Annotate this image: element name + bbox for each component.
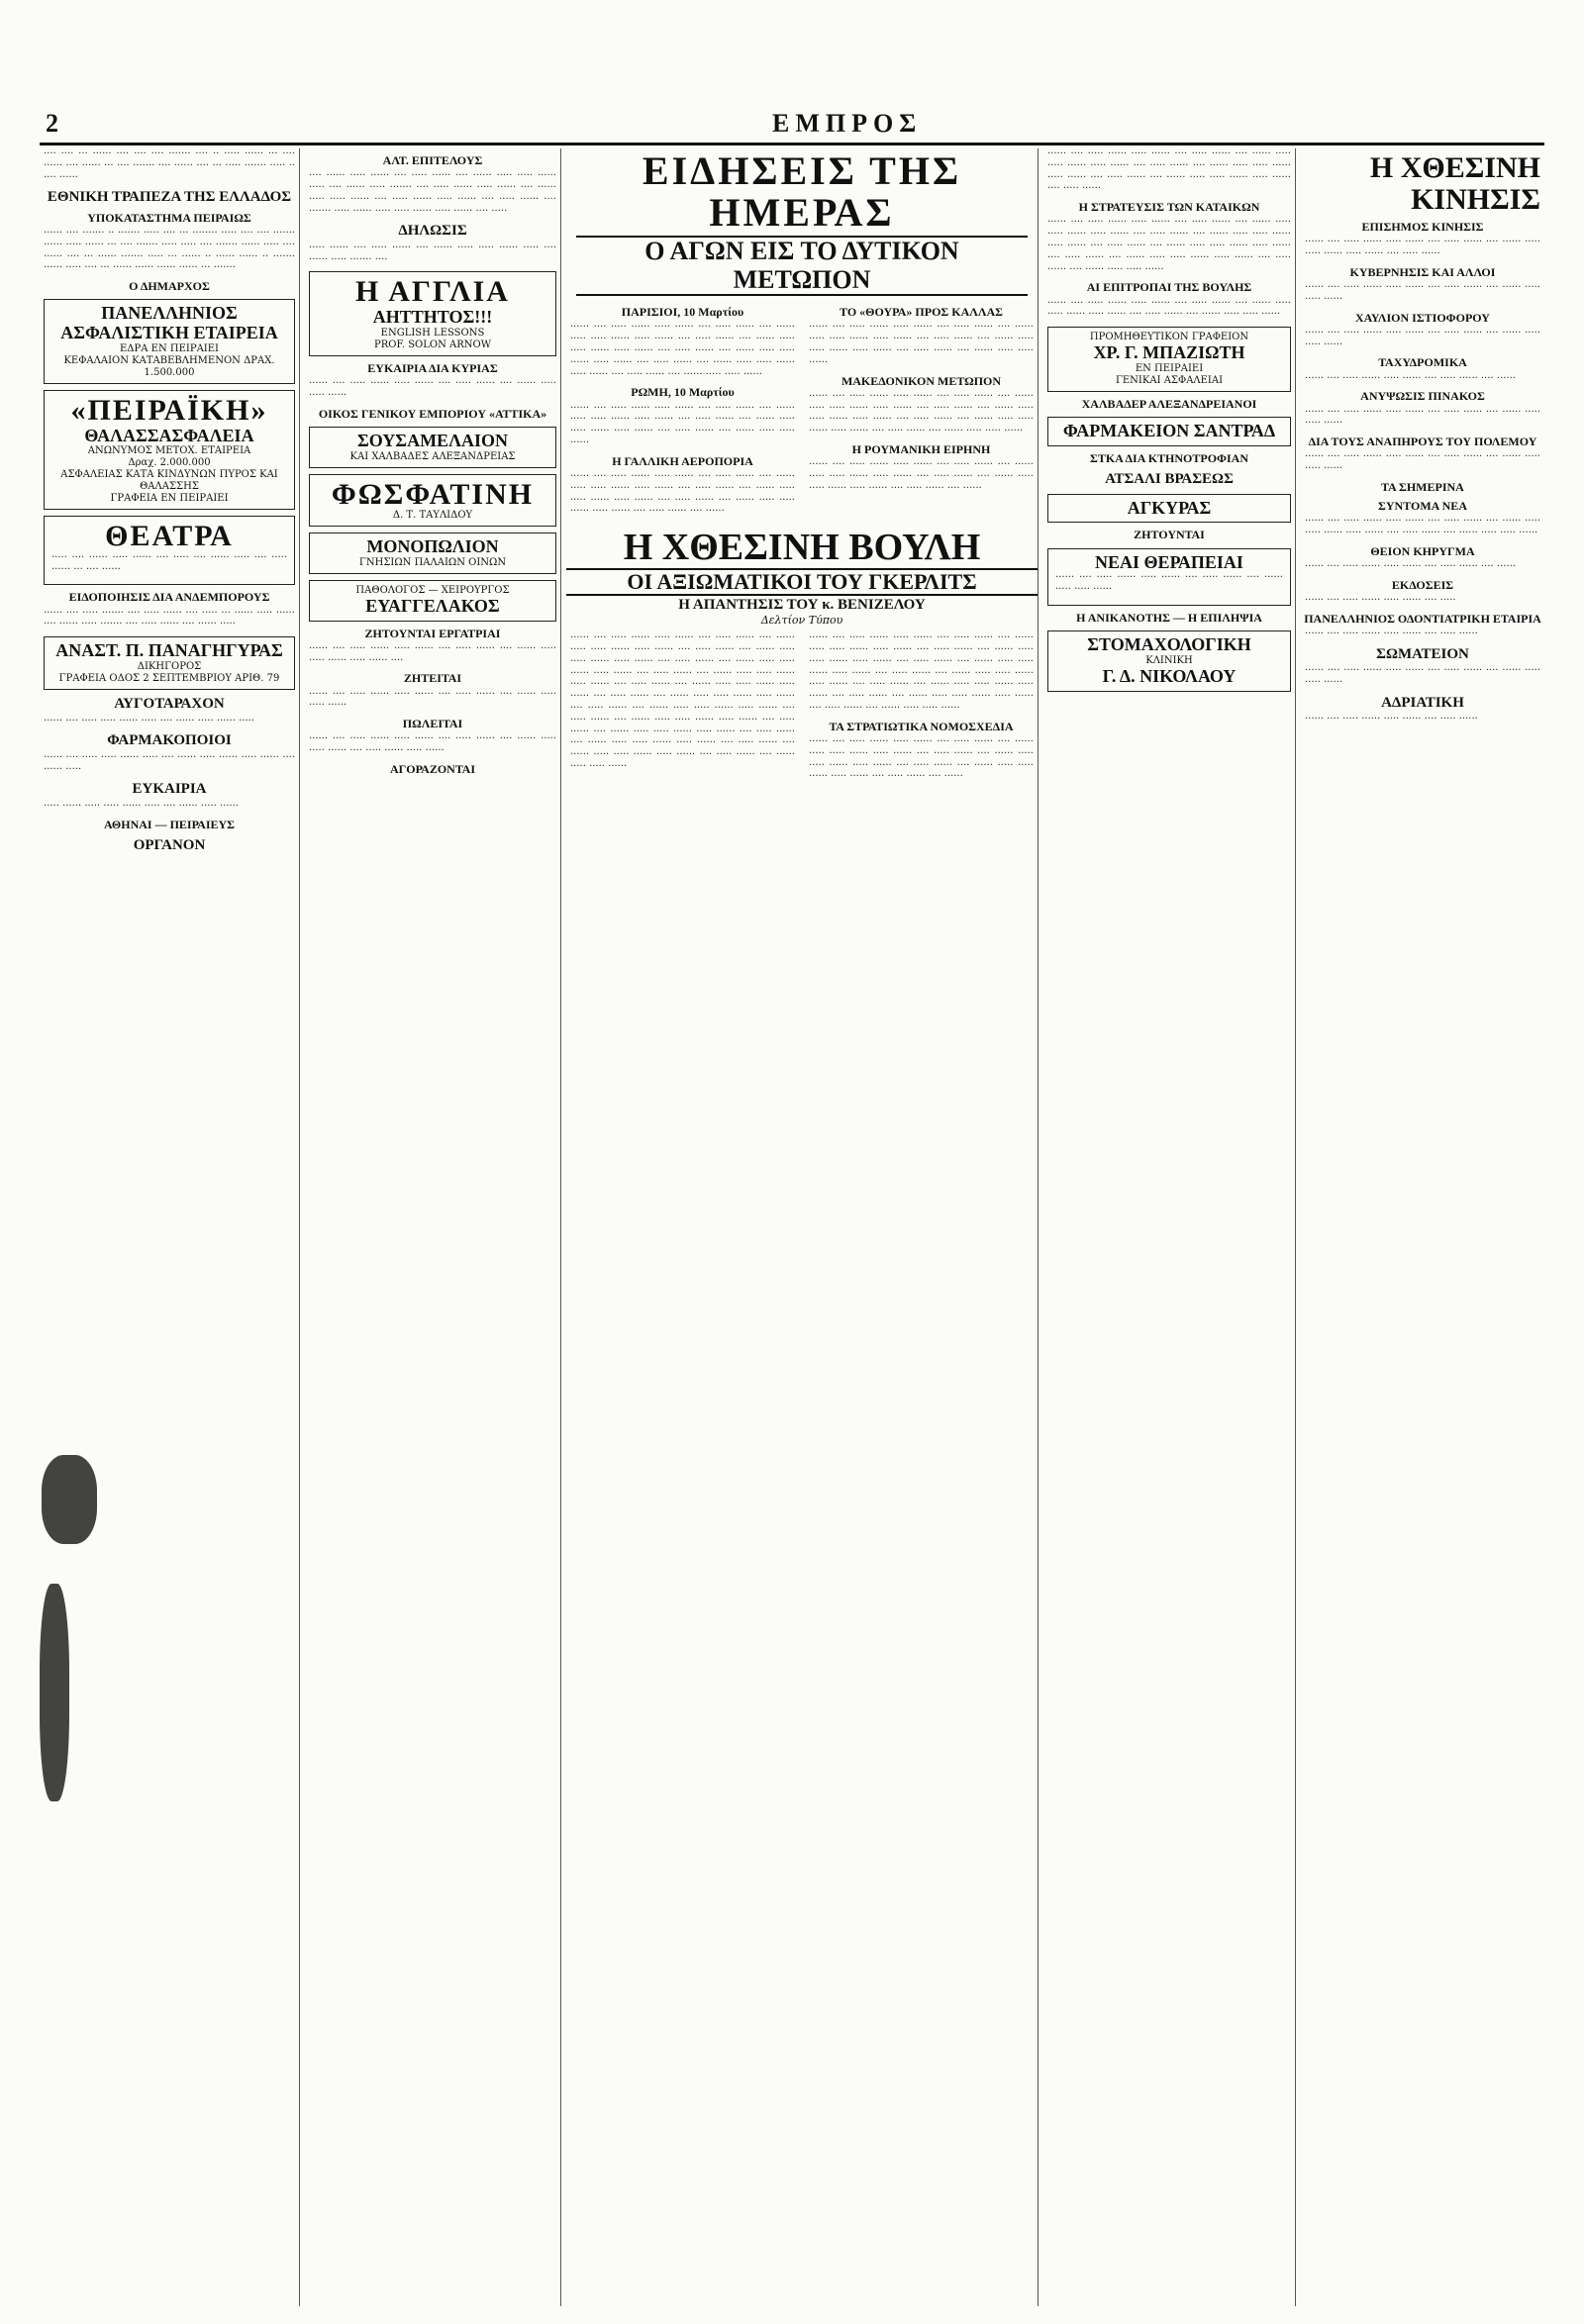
ad-line: ΓΝΗΣΙΩΝ ΠΑΛΑΙΩΝ ΟΙΝΩΝ <box>358 556 507 568</box>
headline: ΧΑΛΒΑΔΕΡ ΑΛΕΞΑΝΔΡΕΙΑΝΟΙ <box>1081 396 1257 411</box>
advertisement <box>309 533 556 574</box>
ad-title: ΜΟΝΟΠΩΛΙΟΝ <box>366 536 499 557</box>
main-headline: Η ΧΘΕΣΙΝΗ ΒΟΥΛΗ <box>623 527 981 569</box>
ad-title: «ΠΕΙΡΑΪΚΗ» <box>70 394 268 428</box>
article-text: ····· ······ ····· ····· ······ ····· ···· ······ ····· ······ <box>44 800 240 812</box>
headline: ΣΥΝΤΟΜΑ ΝΕΑ <box>1378 499 1467 514</box>
ad-title: ΝΕΑΙ ΘΕΡΑΠΕΙΑΙ <box>1095 551 1243 572</box>
ink-stain <box>42 1455 97 1544</box>
headline: ΕΙΔΟΠΟΙΗΣΙΣ ΔΙΑ ΑΝΔΕΜΠΟΡΟΥΣ <box>68 590 270 605</box>
headline: ΖΗΤΕΙΤΑΙ <box>403 671 462 686</box>
dateline: ΠΑΡΙΣΙΟΙ, 10 Μαρτίου <box>621 305 744 320</box>
article-text: ······ ···· ····· ····· ······ ····· ···· ······ ····· ······ ····· <box>44 715 254 726</box>
ad-line: ΠΑΘΟΛΟΓΟΣ — ΧΕΙΡΟΥΡΓΟΣ <box>355 584 510 596</box>
article-text: ······ ···· ····· ······ ····· ······ ···· ····· ······ ···· ······ ····· ····· ······ ····· ······ ···· ····· ······ ···· ······ ····· ····· ······ ····· ······ ···· ····· ······ ···· ······ ····· ····· ······ ····· ······ ···· ····· ······ ···· ······ ····· ····· ······ ····· ······ ···· ····· ······ ···· ······ ····· ····· ······ <box>570 322 795 380</box>
main-subheadline: ΟΙ ΑΞΙΩΜΑΤΙΚΟΙ ΤΟΥ ΓΚΕΡΛΙΤΣ <box>566 568 1038 596</box>
headline: ΣΩΜΑΤΕΙΟΝ <box>1376 645 1469 662</box>
headline: ΖΗΤΟΥΝΤΑΙ ΕΡΓΑΤΡΙΑΙ <box>364 626 501 640</box>
article-text: ······ ···· ····· ······ ····· ······ ···· ····· ······ ···· ······ ····· ····· ······ ····· ······ ···· ····· ······ ···· ······ ····· ····· ······ ····· ······ ···· ····· ······ ···· ······ <box>809 459 1034 494</box>
headline: ΠΩΛΕΙΤΑΙ <box>402 717 463 731</box>
article-text: ······ ···· ····· ······ ····· ······ ···· ····· ······ ···· ······ ····· ····· ······ ····· ······ ···· ····· ······ ···· ······ ····· ····· ······ ····· ······ ···· ····· ······ ···· ······ ····· ····· ······ ····· ······ ···· ····· ······ ···· ······ ····· ····· ······ ····· ······ ···· ····· ······ ···· ······ ····· ····· ······ <box>1047 217 1291 275</box>
headline: ΘΕΙΟΝ ΚΗΡΥΓΜΑ <box>1370 543 1475 558</box>
news-columns <box>566 300 1038 523</box>
article-text: ······ ···· ····· ······ ····· ······ ···· ····· ······ ···· ······ ····· ····· ······ <box>1305 665 1540 689</box>
ad-subtitle: ΘΑΛΑΣΣΑΣΦΑΛΕΙΑ <box>84 425 254 445</box>
column-5 <box>1301 148 1544 2306</box>
headline: ΤΟ «ΘΟΥΡΑ» ΠΡΟΣ ΚΑΛΛΑΣ <box>840 305 1003 320</box>
torn-edge <box>40 2267 238 2324</box>
article-text: ······ ···· ····· ······ ····· ······ ···· ····· ······ ···· ······ ····· ····· ······ ····· ······ ···· ····· ······ ···· ······ ····· ····· ······ ····· ······ ···· ····· ······ ···· ······ ····· ····· ······ ····· ······ ···· ····· ······ ···· ······ <box>570 470 795 518</box>
ad-line: ΔΙΚΗΓΟΡΟΣ <box>137 661 202 673</box>
advertisement <box>1047 327 1291 392</box>
headline: ΟΡΓΑΝΟΝ <box>133 836 206 853</box>
article-text: ······ ···· ····· ······ ····· ······ ···· ····· ······ ···· ······ ····· ····· ······ <box>1305 451 1540 475</box>
article-text: ······ ···· ····· ······ ····· ······ ···· ····· ······ ···· ······ <box>1305 372 1516 384</box>
ad-line: ΠΡΟΜΗΘΕΥΤΙΚΟΝ ΓΡΑΦΕΙΟΝ <box>1089 332 1249 343</box>
dateline: ΡΩΜΗ, 10 Μαρτίου <box>631 385 735 400</box>
article-text: ······ ···· ····· ······ ····· ······ ···· ····· ······ ···· ······ ····· ····· ······ <box>1305 281 1540 305</box>
ad-line: ΓΡΑΦΕΙΑ ΟΔΟΣ 2 ΣΕΠΤΕΜΒΡΙΟΥ ΑΡΙΘ. 79 <box>58 673 280 685</box>
headline: ΑΛΤ. ΕΠΙΤΕΛΟΥΣ <box>382 153 483 167</box>
headline: ΑΝΥΨΩΣΙΣ ΠΙΝΑΚΟΣ <box>1360 389 1485 404</box>
headline: ΠΑΝΕΛΛΗΝΙΟΣ ΟΔΟΝΤΙΑΤΡΙΚΗ ΕΤΑΙΡΙΑ <box>1304 611 1541 626</box>
article-text: ······ ···· ····· ······ ····· ······ ···· ····· ······ ···· ······ ····· ····· ······ ····· ······ ···· ····· ······ ···· ······ ····· ····· ······ ····· ······ ···· ····· ······ ···· ······ ····· ····· ······ <box>570 402 795 448</box>
ad-line: ΓΕΝΙΚΑΙ ΑΣΦΑΛΕΙΑΙ <box>1115 374 1224 386</box>
headline: ΚΥΒΕΡΝΗΣΙΣ ΚΑΙ ΑΛΛΟΙ <box>1349 264 1496 279</box>
headline: ΣΤΚΑ ΔΙΑ ΚΤΗΝΟΤΡΟΦΙΑΝ <box>1089 450 1248 465</box>
headline: Η ΑΝΙΚΑΝΟΤΗΣ — Η ΕΠΙΛΗΨΙΑ <box>1076 610 1262 625</box>
banner-subtitle: Ο ΑΓΩΝ ΕΙΣ ΤΟ ΔΥΤΙΚΟΝ ΜΕΤΩΠΟΝ <box>576 236 1028 296</box>
main-deck: Η ΑΠΑΝΤΗΣΙΣ ΤΟΥ κ. ΒΕΝΙΖΕΛΟΥ <box>678 597 926 614</box>
ad-line: ΕΝ ΠΕΙΡΑΙΕΙ <box>1135 362 1204 374</box>
ad-title: ΣΟΥΣΑΜΕΛΑΙΟΝ <box>357 430 508 450</box>
advertisement <box>309 271 556 355</box>
ad-line: ΕΔΡΑ ΕΝ ΠΕΙΡΑΙΕΙ <box>120 343 219 355</box>
ad-title: ΑΝΑΣΤ. Π. ΠΑΝΑΓΗΓΥΡΑΣ <box>55 640 283 661</box>
news-right <box>805 300 1038 523</box>
banner-title: ΕΙΔΗΣΕΙΣ ΤΗΣ ΗΜΕΡΑΣ <box>642 148 962 235</box>
article-text: ······ ···· ····· ······ ····· ······ ···· ····· ······ ···· ······ ····· ····· ······ <box>1055 572 1283 596</box>
newspaper-name: ΕΜΠΡΟΣ <box>772 109 923 138</box>
article-text: ···· ······ ····· ······ ···· ····· ······ ···· ······ ····· ····· ······ ····· ···· ······ ····· ······· ···· ····· ······ ····· ······ ···· ······ ····· ····· ······ ···· ····· ······ ····· ······ ···· ····· ······ ···· ······· ····· ······ ····· ····· ······ ····· ······ ···· ····· <box>309 170 556 217</box>
ad-title: ΑΓΚΥΡΑΣ <box>1127 497 1212 518</box>
headline: ΕΥΚΑΙΡΙΑ ΔΙΑ ΚΥΡΙΑΣ <box>367 360 498 375</box>
article-text: ······ ···· ····· ······ ····· ······ ···· ····· ······ ···· ······ ····· ····· ······ ····· ······ ···· ····· ······ ···· ······ ····· ····· ······ ····· ······ ···· ····· ······ ···· ······ ····· ····· ······ ····· ······ ···· ····· ······ ···· ······ ····· ····· ······ ····· ······ ···· ····· ······ ···· ······ ····· ····· ······ ····· ······ ···· ····· ······ ···· ······ ····· ····· ······ ····· ······ ···· ····· ······ ···· ······ ····· ····· ······ <box>809 632 1034 714</box>
article-text: ······ ···· ····· ······ ····· ······ ···· ····· ······ ···· ······ ····· ····· ······ ····· ······ ···· ····· ······ ···· ······ ····· ····· ······ ····· ······ ···· ····· ······ ···· ······ ····· ····· ······ ····· ······ ···· ····· ······ <box>1047 148 1291 195</box>
article-text: ···· ···· ··· ······ ···· ···· ···· ······· ···· ·· ····· ······ ··· ···· ······ ···· ······ ··· ···· ······· ···· ······ ···· ··· ····· ······· ····· ·· ···· ······ <box>44 148 295 183</box>
headline: ΤΑΧΥΔΡΟΜΙΚΑ <box>1378 355 1467 370</box>
article-text: ······ ···· ····· ······ ····· ······ ···· ····· ······ ···· ······ ····· ····· ······ ····· ······ ···· ····· ······ ···· ······ ····· ····· ······ <box>1305 516 1540 539</box>
advertisement <box>1047 630 1291 692</box>
column-3 <box>566 148 1039 2306</box>
advertisement <box>1047 494 1291 524</box>
main-story-left <box>566 632 799 788</box>
advertisement <box>44 390 295 510</box>
headline: Η ΡΟΥΜΑΝΙΚΗ ΕΙΡΗΝΗ <box>851 441 991 456</box>
headline: ΑΤΣΑΛΙ ΒΡΑΣΕΩΣ <box>1105 471 1234 488</box>
article-text: ······ ···· ····· ······ ····· ······ ···· ····· ······ ···· ······ ····· ····· ······ ····· ······ ···· <box>309 642 556 666</box>
ad-title: ΘΕΑΤΡΑ <box>105 520 234 553</box>
article-text: ······ ···· ····· ······ ····· ······ ···· ····· ······ ···· ······ ····· ····· ······ ····· ······ ···· ····· ······ ···· ······ ····· ····· ······ ····· ······ ···· ····· ······ ···· ······ ····· ····· ······ ····· ······ ···· ····· ······ ···· ······ ····· ····· ······ <box>809 390 1034 437</box>
headline: ΑΘΗΝΑΙ — ΠΕΙΡΑΙΕΥΣ <box>103 817 236 831</box>
ink-stain <box>40 1584 69 1801</box>
ad-line: ΚΛΙΝΙΚΗ <box>1145 654 1193 666</box>
headline: Η ΣΤΡΑΤΕΥΣΙΣ ΤΩΝ ΚΑΤΑΙΚΩΝ <box>1078 200 1260 215</box>
ad-line: ΑΝΩΝΥΜΟΣ ΜΕΤΟΧ. ΕΤΑΙΡΕΙΑ <box>87 445 251 457</box>
article-text: ······ ···· ····· ······ ····· ······ ···· ····· ······ ···· ······ ····· ····· ······ ····· ······ ···· ····· ······ ···· ······ ····· ····· ······ ····· ······ ···· ····· ······ ···· ······ ····· ····· ······ ····· ······ ···· ····· ······ ···· ······ <box>809 735 1034 783</box>
ad-title: ΕΥΑΓΓΕΛΑΚΟΣ <box>365 595 500 616</box>
article-text: ······ ···· ····· ······ ····· ······ ···· ····· ······ ···· ······ ····· ····· ······ <box>309 377 556 401</box>
advertisement <box>1047 548 1291 606</box>
column-2 <box>305 148 561 2306</box>
article-text: ······ ···· ····· ······· ···· ····· ······ ···· ····· ··· ······ ····· ······ ···· ······ ····· ······· ···· ····· ······ ···· ······ ····· <box>44 607 295 630</box>
main-story-columns <box>566 632 1038 788</box>
ad-title: ΧΡ. Γ. ΜΠΑΖΙΩΤΗ <box>1093 342 1245 363</box>
advertisement <box>1047 417 1291 446</box>
article-text: ······ ···· ······· ·· ······· ····· ···· ··· ········ ····· ···· ···· ······· ······ ····· ······ ··· ···· ······· ····· ····· ···· ······· ······ ····· ···· ······ ···· ··· ······ ······· ····· ··· ······ ·· ······ ······ ·· ······· ······ ····· ···· ··· ······ ······ ······ ······ ··· ······· <box>44 228 295 274</box>
article-text: ······ ···· ····· ······ ····· ······ ···· ····· ······ <box>1305 714 1478 726</box>
headline: ΔΗΛΩΣΙΣ <box>398 223 467 240</box>
headline: ΜΑΚΕΔΟΝΙΚΟΝ ΜΕΤΩΠΟΝ <box>841 373 1002 388</box>
headline: ΕΚΔΟΣΕΙΣ <box>1391 577 1454 592</box>
advertisement <box>309 474 556 528</box>
article-text: ······ ···· ····· ······ ····· ······ ···· ····· ······ ···· ······ ····· ····· ······ ····· ······ ···· ····· ······ ···· ······ ····· ····· ······ ····· ······ ···· ····· ······ ···· ······ ····· ····· ······ <box>809 322 1034 368</box>
subheadline: ΥΠΟΚΑΤΑΣΤΗΜΑ ΠΕΙΡΑΙΩΣ <box>87 210 251 225</box>
article-text: ······ ···· ····· ······ ····· ······ ···· ····· ······ ···· ······ ····· ····· ······ ····· ······ ···· ····· ······ ···· ······ ····· ····· ······ <box>1047 297 1291 321</box>
headline: ΤΑ ΣΤΡΑΤΙΩΤΙΚΑ ΝΟΜΟΣΧΕΔΙΑ <box>829 719 1014 733</box>
ad-title: Η ΑΓΓΛΙΑ <box>355 275 510 309</box>
ad-line: PROF. SOLON ARNOW <box>374 339 491 350</box>
article-text: ····· ······ ···· ····· ······ ···· ······ ····· ····· ······ ····· ···· ······ ····· ······· ···· <box>309 242 556 265</box>
article-text: ······ ···· ····· ······ ····· ······ ···· ····· ······ ···· ······ ····· ····· ······ <box>1305 327 1540 350</box>
article-text: ······ ···· ····· ······ ····· ······ ···· ····· ······ ···· ······ ····· ····· ······ <box>309 688 556 712</box>
masthead <box>40 109 1544 145</box>
ad-title: ΣΤΟΜΑΧΟΛΟΓΙΚΗ <box>1087 634 1251 655</box>
ad-line: ΚΕΦΑΛΑΙΟΝ ΚΑΤΑΒΕΒΛΗΜΕΝΟΝ ΔΡΑΧ. 1.500.000 <box>63 355 275 379</box>
front-banner <box>566 150 1038 296</box>
advertisement <box>44 299 295 384</box>
theatre-listing <box>44 516 295 585</box>
main-story-header <box>566 529 1038 627</box>
article-text: ······ ···· ····· ······ ····· ······ ···· ····· ······ <box>1305 629 1478 640</box>
news-left <box>566 300 799 523</box>
headline: ΑΙ ΕΠΙΤΡΟΠΑΙ ΤΗΣ ΒΟΥΛΗΣ <box>1086 280 1252 295</box>
headline: ΑΔΡΙΑΤΙΚΗ <box>1381 694 1464 711</box>
ad-line: ENGLISH LESSONS <box>380 327 485 339</box>
headline: ΧΑΥΛΙΟΝ ΙΣΤΙΟΦΟΡΟΥ <box>1355 310 1490 325</box>
ad-line: Δραχ. 2.000.000 <box>128 457 211 469</box>
article-text: ······ ···· ····· ······ ····· ······ ···· ····· ······ ···· ······ ····· ····· ······ ····· ······ ···· ····· ······ ···· ······ ····· ····· ······ ····· ······ ···· ····· ······ ···· ······ ····· ····· ······ ····· ······ ···· ····· ······ ···· ······ ····· ····· ······ ····· ······ ···· ····· ······ ···· ······ ····· ····· ······ ····· ······ ···· ····· ······ ···· ······ ····· ····· ······ ····· ······ ···· ····· ······ ···· ······ ····· ····· ······ ····· ······ ···· ····· ······ ···· ······ ····· ····· ······ ····· ······ ···· ····· ······ ···· ······ ····· ····· ······ ····· ······ ···· ····· ······ ···· ······ ····· ····· ······ ····· ······ ···· ····· ······ ···· ······ ····· ····· ······ ····· ······ ···· ····· ······ ···· ······ ····· ····· ······ <box>570 632 795 772</box>
ad-title: Γ. Δ. ΝΙΚΟΛΑΟΥ <box>1102 665 1237 686</box>
column-title: Η ΧΘΕΣΙΝΗ <box>1369 151 1540 184</box>
column-1 <box>40 148 300 2306</box>
article-text: ······ ···· ····· ······ ····· ······ ···· ····· ······ ···· ······ ····· ····· ······ ···· ····· ······ ····· ······ <box>309 733 556 757</box>
headline: ΕΥΚΑΙΡΙΑ <box>132 781 207 798</box>
ad-title: ΦΑΡΜΑΚΕΙΟΝ ΣΑΝΤΡΑΔ <box>1062 421 1276 441</box>
advertisement <box>309 580 556 622</box>
headline: ΑΥΓΟΤΑΡΑΧΟΝ <box>114 696 225 713</box>
column-title: ΚΙΝΗΣΙΣ <box>1411 182 1540 216</box>
headline: Η ΓΑΛΛΙΚΗ ΑΕΡΟΠΟΡΙΑ <box>612 453 753 468</box>
headline: ΦΑΡΜΑΚΟΠΟΙΟΙ <box>107 732 232 749</box>
headline: ΕΘΝΙΚΗ ΤΡΑΠΕΖΑ ΤΗΣ ΕΛΛΑΔΟΣ <box>47 189 292 206</box>
page-number: 2 <box>46 109 58 138</box>
ad-line: ΓΡΑΦΕΙΑ ΕΝ ΠΕΙΡΑΙΕΙ <box>110 493 229 505</box>
article-text: ····· ···· ······ ····· ······ ···· ····· ···· ······ ····· ···· ····· ······ ··· ···· ······ <box>51 551 287 575</box>
ad-title: ΠΑΝΕΛΛΗΝΙΟΣ ΑΣΦΑΛΙΣΤΙΚΗ ΕΤΑΙΡΕΙΑ <box>60 303 278 343</box>
article-text: ······ ···· ····· ······ ····· ······ ···· ····· ······ ···· ······ ····· ····· ······ ····· ······ ···· ····· ······ <box>1305 237 1540 259</box>
ad-line: ΑΣΦΑΛΕΙΑΣ ΚΑΤΑ ΚΙΝΔΥΝΩΝ ΠΥΡΟΣ ΚΑΙ ΘΑΛΑΣΣΗΣ <box>60 469 278 493</box>
column-4 <box>1043 148 1296 2306</box>
article-text: ······ ···· ····· ····· ······ ····· ···· ······ ····· ······ ····· ······ ···· ······ ····· <box>44 751 295 775</box>
headline: ΖΗΤΟΥΝΤΑΙ <box>1134 528 1205 542</box>
headline: ΔΙΑ ΤΟΥΣ ΑΝΑΠΗΡΟΥΣ ΤΟΥ ΠΟΛΕΜΟΥ <box>1308 435 1537 449</box>
advertisement <box>44 636 295 690</box>
ad-line: ΚΑΙ ΧΑΛΒΑΔΕΣ ΑΛΕΞΑΝΔΡΕΙΑΣ <box>349 450 516 462</box>
article-text: ······ ···· ····· ······ ····· ······ ···· ····· <box>1305 595 1456 607</box>
main-story-right <box>805 632 1038 788</box>
headline: ΑΓΟΡΑΖΟΝΤΑΙ <box>389 761 476 776</box>
main-source: Δελτίον Τύπου <box>760 614 843 628</box>
signature: Ο ΔΗΜΑΡΧΟΣ <box>129 279 210 294</box>
column-header <box>1305 152 1540 215</box>
ad-title: ΦΩΣΦΑΤΙΝΗ <box>331 477 535 511</box>
ad-line: Δ. Τ. ΤΑΥΛΙΔΟΥ <box>392 510 473 522</box>
headline: ΤΑ ΣΗΜΕΡΙΝΑ <box>1381 479 1464 494</box>
ad-subtitle: ΑΗΤΤΗΤΟΣ!!! <box>372 306 493 327</box>
advertisement <box>309 427 556 468</box>
headline: ΕΠΙΣΗΜΟΣ ΚΙΝΗΣΙΣ <box>1361 220 1484 234</box>
article-text: ······ ···· ····· ······ ····· ······ ···· ····· ······ ···· ······ <box>1305 561 1516 573</box>
headline: ΟΙΚΟΣ ΓΕΝΙΚΟΥ ΕΜΠΟΡΙΟΥ «ΑΤΤΙΚΑ» <box>318 406 547 421</box>
article-text: ······ ···· ····· ······ ····· ······ ···· ····· ······ ···· ······ ····· ····· ······ <box>1305 406 1540 430</box>
